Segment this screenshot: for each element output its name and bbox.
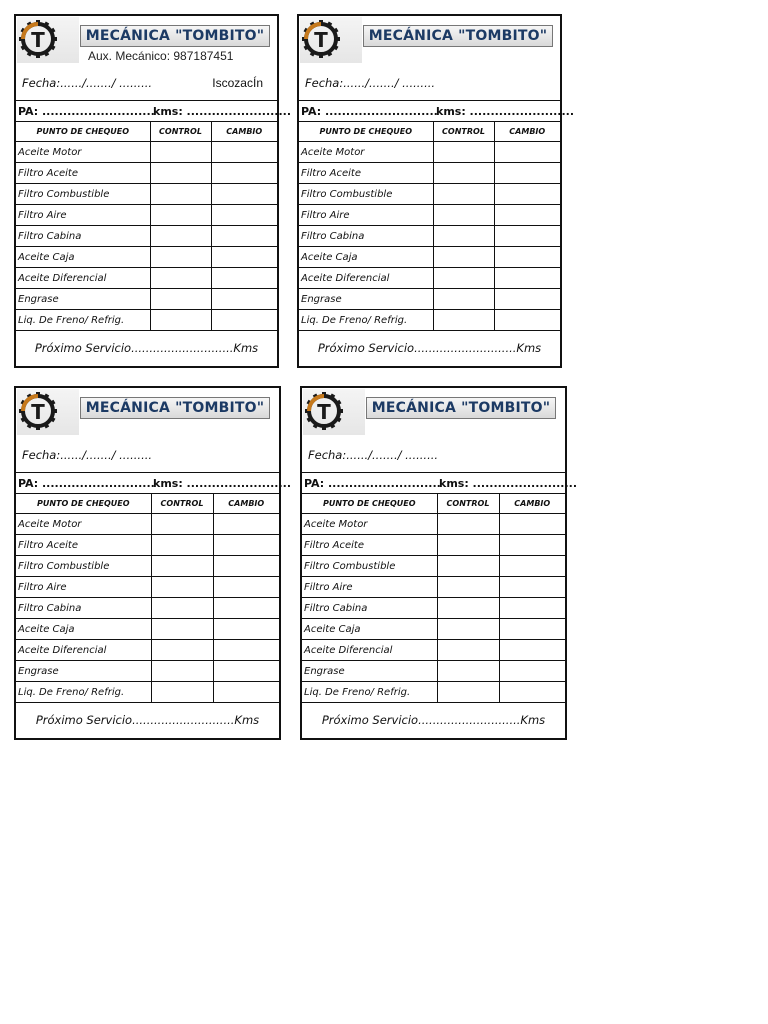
change-cell[interactable]	[213, 640, 279, 661]
checklist-table	[16, 121, 277, 331]
table-row	[16, 598, 279, 619]
table-row	[299, 247, 560, 268]
change-cell[interactable]	[211, 226, 277, 247]
pa-field: PA: ...........................	[301, 105, 438, 118]
next-service: Próximo Servicio............................Kms	[34, 341, 259, 355]
pa-field: PA: ...........................	[304, 477, 441, 490]
pa-kms-row	[302, 472, 578, 492]
table-row	[16, 142, 277, 163]
check-point-label: Aceite Caja	[302, 619, 437, 640]
check-point-label: Liq. De Freno/ Refrig.	[16, 310, 150, 331]
service-card	[300, 386, 578, 740]
change-cell[interactable]	[213, 535, 279, 556]
check-point-label: Filtro Aire	[16, 205, 150, 226]
service-card	[14, 14, 292, 368]
check-point-label: Filtro Aceite	[16, 535, 151, 556]
control-cell[interactable]	[150, 310, 211, 331]
change-cell[interactable]	[213, 577, 279, 598]
pa-field: PA: ...........................	[18, 477, 155, 490]
change-cell[interactable]	[211, 142, 277, 163]
control-cell[interactable]	[151, 514, 213, 535]
control-cell[interactable]	[437, 535, 499, 556]
checklist-table	[16, 493, 279, 703]
svg-text:T: T	[314, 28, 328, 52]
check-point-label: Liq. De Freno/ Refrig.	[299, 310, 433, 331]
column-header-check-point: PUNTO DE CHEQUEO	[302, 494, 437, 514]
service-card	[14, 386, 292, 740]
company-title: MECÁNICA "TOMBITO"	[366, 397, 556, 419]
check-point-label: Filtro Combustible	[299, 184, 433, 205]
table-row	[302, 640, 565, 661]
table-row	[16, 205, 277, 226]
check-point-label: Filtro Aire	[299, 205, 433, 226]
control-cell[interactable]	[150, 268, 211, 289]
check-point-label: Aceite Motor	[16, 514, 151, 535]
change-cell[interactable]	[499, 661, 565, 682]
column-header-control: CONTROL	[433, 122, 494, 142]
table-row	[16, 682, 279, 703]
change-cell[interactable]	[213, 598, 279, 619]
pa-kms-row	[16, 100, 292, 120]
table-row	[302, 535, 565, 556]
check-point-label: Aceite Motor	[302, 514, 437, 535]
change-cell[interactable]	[499, 577, 565, 598]
table-row	[16, 661, 279, 682]
control-cell[interactable]	[150, 205, 211, 226]
control-cell[interactable]	[433, 142, 494, 163]
table-row	[16, 163, 277, 184]
change-cell[interactable]	[494, 247, 560, 268]
check-point-label: Filtro Cabina	[299, 226, 433, 247]
table-row	[299, 310, 560, 331]
pa-kms-row	[16, 472, 292, 492]
company-title: MECÁNICA "TOMBITO"	[363, 25, 553, 47]
table-header-row	[16, 494, 279, 514]
change-cell[interactable]	[213, 619, 279, 640]
logo	[300, 17, 362, 63]
location: IscozacÍn	[212, 76, 263, 90]
table-row	[299, 205, 560, 226]
column-header-change: CAMBIO	[213, 494, 279, 514]
change-cell[interactable]	[213, 682, 279, 703]
table-header-row	[299, 122, 560, 142]
change-cell[interactable]	[499, 514, 565, 535]
table-row	[299, 226, 560, 247]
next-service: Próximo Servicio............................Kms	[317, 341, 542, 355]
check-point-label: Filtro Cabina	[302, 598, 437, 619]
check-point-label: Filtro Combustible	[302, 556, 437, 577]
table-row	[16, 268, 277, 289]
change-cell[interactable]	[213, 661, 279, 682]
control-cell[interactable]	[151, 535, 213, 556]
date-field: Fecha:....../......./ .........	[305, 76, 436, 90]
table-header-row	[302, 494, 565, 514]
column-header-change: CAMBIO	[211, 122, 277, 142]
control-cell[interactable]	[433, 184, 494, 205]
change-cell[interactable]	[211, 289, 277, 310]
table-row	[16, 247, 277, 268]
column-header-check-point: PUNTO DE CHEQUEO	[299, 122, 433, 142]
table-row	[16, 310, 277, 331]
card-header	[299, 16, 560, 101]
change-cell[interactable]	[494, 205, 560, 226]
check-point-label: Liq. De Freno/ Refrig.	[302, 682, 437, 703]
company-title: MECÁNICA "TOMBITO"	[80, 397, 270, 419]
logo	[17, 17, 79, 63]
control-cell[interactable]	[437, 619, 499, 640]
control-cell[interactable]	[433, 289, 494, 310]
check-point-label: Aceite Diferencial	[16, 268, 150, 289]
control-cell[interactable]	[150, 226, 211, 247]
control-cell[interactable]	[150, 142, 211, 163]
gear-icon	[17, 17, 79, 63]
control-cell[interactable]	[433, 247, 494, 268]
kms-field: kms: .........................	[153, 105, 292, 118]
control-cell[interactable]	[150, 163, 211, 184]
control-cell[interactable]	[151, 661, 213, 682]
table-row	[299, 184, 560, 205]
table-row	[16, 577, 279, 598]
table-row	[16, 535, 279, 556]
svg-text:T: T	[31, 400, 45, 424]
control-cell[interactable]	[437, 661, 499, 682]
check-point-label: Aceite Caja	[299, 247, 433, 268]
control-cell[interactable]	[151, 598, 213, 619]
control-cell[interactable]	[150, 247, 211, 268]
control-cell[interactable]	[437, 598, 499, 619]
column-header-control: CONTROL	[437, 494, 499, 514]
check-point-label: Filtro Cabina	[16, 598, 151, 619]
table-row	[302, 661, 565, 682]
change-cell[interactable]	[211, 163, 277, 184]
kms-field: kms: .........................	[153, 477, 292, 490]
control-cell[interactable]	[437, 682, 499, 703]
card-header	[302, 388, 565, 473]
change-cell[interactable]	[211, 184, 277, 205]
change-cell[interactable]	[211, 205, 277, 226]
table-row	[16, 184, 277, 205]
table-row	[299, 289, 560, 310]
table-header-row	[16, 122, 277, 142]
card-header	[16, 388, 279, 473]
check-point-label: Filtro Aceite	[302, 535, 437, 556]
table-row	[302, 598, 565, 619]
table-row	[16, 289, 277, 310]
gear-icon	[300, 17, 362, 63]
gear-icon	[303, 389, 365, 435]
control-cell[interactable]	[150, 184, 211, 205]
table-row	[16, 226, 277, 247]
card-header	[16, 16, 277, 101]
next-service: Próximo Servicio............................Kms	[35, 713, 260, 727]
table-row	[299, 268, 560, 289]
svg-text:T: T	[317, 400, 331, 424]
table-row	[16, 556, 279, 577]
change-cell[interactable]	[499, 640, 565, 661]
change-cell[interactable]	[494, 289, 560, 310]
check-point-label: Engrase	[16, 289, 150, 310]
control-cell[interactable]	[150, 289, 211, 310]
table-row	[16, 640, 279, 661]
logo	[17, 389, 79, 435]
table-row	[302, 682, 565, 703]
control-cell[interactable]	[433, 226, 494, 247]
control-cell[interactable]	[437, 556, 499, 577]
check-point-label: Aceite Diferencial	[16, 640, 151, 661]
change-cell[interactable]	[211, 310, 277, 331]
control-cell[interactable]	[433, 268, 494, 289]
table-row	[302, 619, 565, 640]
checklist-table	[302, 493, 565, 703]
check-point-label: Filtro Aire	[302, 577, 437, 598]
change-cell[interactable]	[499, 598, 565, 619]
change-cell[interactable]	[494, 142, 560, 163]
check-point-label: Engrase	[299, 289, 433, 310]
change-cell[interactable]	[494, 268, 560, 289]
aux-mechanic: Aux. Mecánico: 987187451	[88, 49, 234, 63]
control-cell[interactable]	[151, 577, 213, 598]
table-row	[16, 514, 279, 535]
change-cell[interactable]	[494, 184, 560, 205]
gear-icon	[17, 389, 79, 435]
change-cell[interactable]	[494, 226, 560, 247]
change-cell[interactable]	[211, 247, 277, 268]
check-point-label: Filtro Combustible	[16, 556, 151, 577]
date-field: Fecha:....../......./ .........	[308, 448, 439, 462]
column-header-change: CAMBIO	[494, 122, 560, 142]
next-service: Próximo Servicio............................Kms	[321, 713, 546, 727]
change-cell[interactable]	[499, 682, 565, 703]
change-cell[interactable]	[494, 163, 560, 184]
change-cell[interactable]	[494, 310, 560, 331]
table-row	[302, 514, 565, 535]
control-cell[interactable]	[151, 682, 213, 703]
check-point-label: Filtro Combustible	[16, 184, 150, 205]
control-cell[interactable]	[437, 640, 499, 661]
check-point-label: Filtro Aceite	[16, 163, 150, 184]
control-cell[interactable]	[437, 577, 499, 598]
check-point-label: Aceite Motor	[299, 142, 433, 163]
column-header-control: CONTROL	[151, 494, 213, 514]
change-cell[interactable]	[211, 268, 277, 289]
control-cell[interactable]	[433, 163, 494, 184]
column-header-control: CONTROL	[150, 122, 211, 142]
table-row	[299, 163, 560, 184]
column-header-check-point: PUNTO DE CHEQUEO	[16, 122, 150, 142]
control-cell[interactable]	[151, 640, 213, 661]
check-point-label: Filtro Cabina	[16, 226, 150, 247]
checklist-table	[299, 121, 560, 331]
date-field: Fecha:....../......./ .........	[22, 76, 153, 90]
check-point-label: Aceite Motor	[16, 142, 150, 163]
column-header-change: CAMBIO	[499, 494, 565, 514]
table-row	[16, 619, 279, 640]
change-cell[interactable]	[213, 556, 279, 577]
pa-field: PA: ...........................	[18, 105, 155, 118]
check-point-label: Aceite Caja	[16, 619, 151, 640]
check-point-label: Engrase	[16, 661, 151, 682]
company-title: MECÁNICA "TOMBITO"	[80, 25, 270, 47]
logo	[303, 389, 365, 435]
control-cell[interactable]	[433, 205, 494, 226]
check-point-label: Aceite Caja	[16, 247, 150, 268]
change-cell[interactable]	[499, 619, 565, 640]
kms-field: kms: .........................	[439, 477, 578, 490]
control-cell[interactable]	[151, 556, 213, 577]
check-point-label: Liq. De Freno/ Refrig.	[16, 682, 151, 703]
change-cell[interactable]	[213, 514, 279, 535]
pa-kms-row	[299, 100, 575, 120]
table-row	[302, 556, 565, 577]
table-row	[299, 142, 560, 163]
change-cell[interactable]	[499, 535, 565, 556]
check-point-label: Aceite Diferencial	[302, 640, 437, 661]
svg-text:T: T	[31, 28, 45, 52]
check-point-label: Filtro Aire	[16, 577, 151, 598]
control-cell[interactable]	[433, 310, 494, 331]
check-point-label: Aceite Diferencial	[299, 268, 433, 289]
control-cell[interactable]	[437, 514, 499, 535]
check-point-label: Filtro Aceite	[299, 163, 433, 184]
service-card	[297, 14, 575, 368]
control-cell[interactable]	[151, 619, 213, 640]
kms-field: kms: .........................	[436, 105, 575, 118]
table-row	[302, 577, 565, 598]
column-header-check-point: PUNTO DE CHEQUEO	[16, 494, 151, 514]
date-field: Fecha:....../......./ .........	[22, 448, 153, 462]
change-cell[interactable]	[499, 556, 565, 577]
check-point-label: Engrase	[302, 661, 437, 682]
